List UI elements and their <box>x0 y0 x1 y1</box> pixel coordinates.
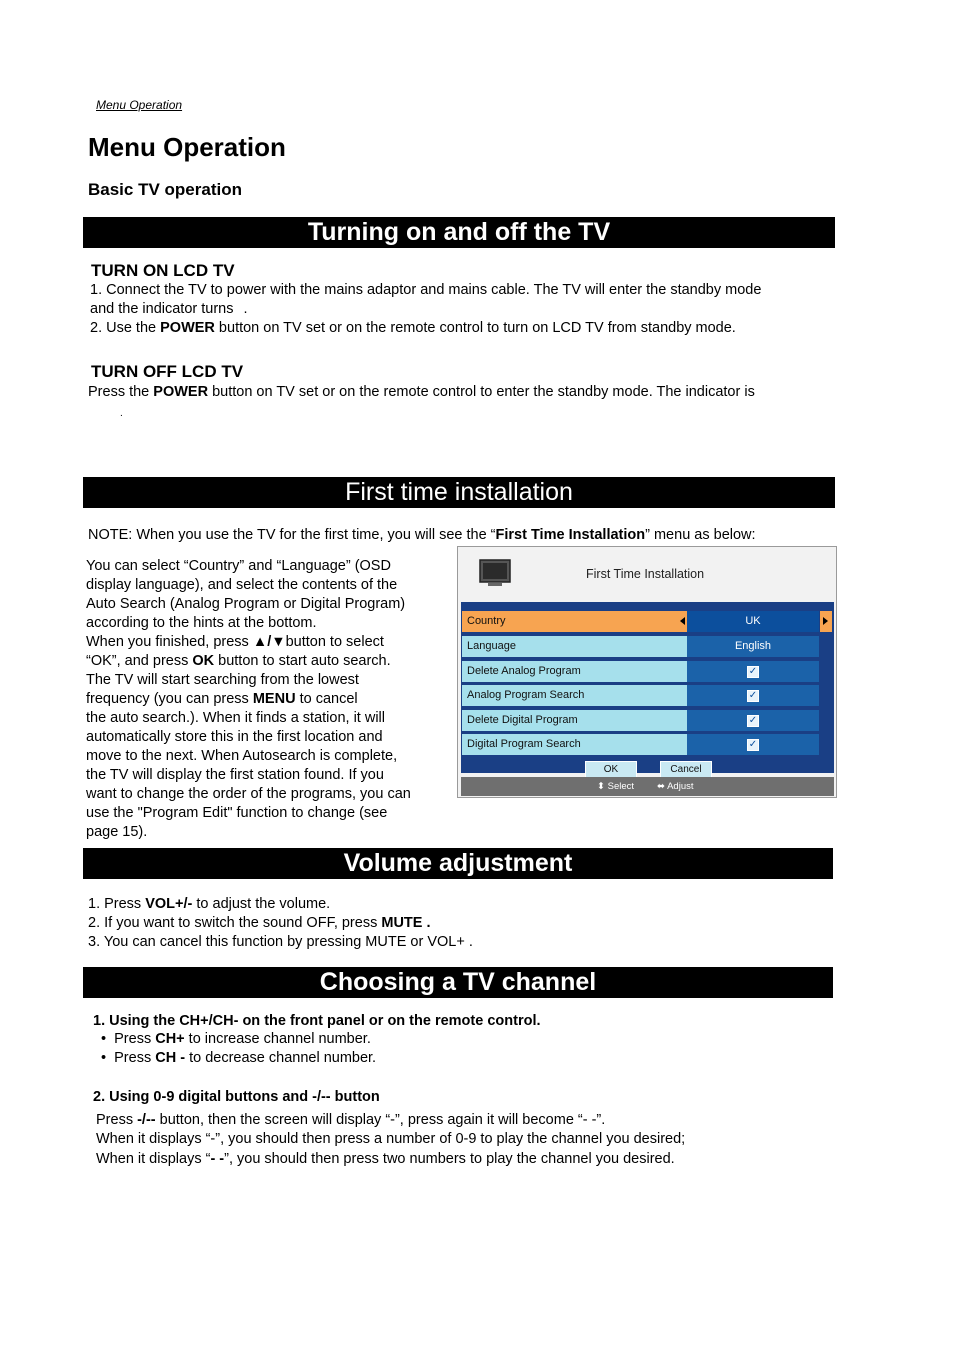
ok-button[interactable]: OK <box>585 761 637 778</box>
section-bar-install: First time installation <box>83 477 835 508</box>
page-title: Menu Operation <box>88 132 286 162</box>
osd-row-country[interactable] <box>461 611 834 632</box>
osd-row-value[interactable] <box>687 710 819 731</box>
osd-row-label: Delete Digital Program <box>462 710 687 731</box>
osd-row-value[interactable] <box>687 734 819 755</box>
osd-row-label: Language <box>462 636 687 657</box>
osd-hint-bar <box>461 777 834 796</box>
turn-off-line-1: Press the POWER button on TV set or on the remote control to enter the standby mode. The indicator is <box>88 384 755 400</box>
running-header: Menu Operation <box>96 98 183 112</box>
osd-row-delete-digital[interactable] <box>461 710 834 731</box>
turn-on-line-3: 2. Use the POWER button on TV set or on the remote control to turn on LCD TV from standby mode. <box>90 320 736 336</box>
osd-row-label: Country <box>462 611 687 632</box>
up-down-arrows-icon: ⬍ <box>597 781 605 792</box>
left-arrow-icon[interactable] <box>680 617 685 625</box>
section-bar-volume: Volume adjustment <box>83 848 833 879</box>
channel-heading-2: 2. Using 0-9 digital buttons and -/-- button <box>93 1089 380 1105</box>
osd-row-value[interactable] <box>687 685 819 706</box>
checkbox-checked-icon[interactable]: ✓ <box>748 666 758 677</box>
turn-off-line-2: . <box>120 408 123 419</box>
channel-bullet-2: • Press CH - to decrease channel number. <box>101 1050 377 1066</box>
osd-header <box>458 547 836 601</box>
checkbox-checked-icon[interactable]: ✓ <box>748 690 758 701</box>
osd-row-value[interactable] <box>687 661 819 682</box>
osd-row-value[interactable]: UK <box>687 611 819 632</box>
section-bar-turning: Turning on and off the TV <box>83 217 835 248</box>
checkbox-checked-icon[interactable]: ✓ <box>748 739 758 750</box>
right-arrow-icon[interactable] <box>820 611 832 632</box>
checkbox-checked-icon[interactable]: ✓ <box>748 715 758 726</box>
turn-on-line-1: 1. Connect the TV to power with the mains adaptor and mains cable. The TV will enter the standby mode <box>90 282 762 298</box>
first-time-installation-menu <box>457 546 837 798</box>
turn-off-heading: TURN OFF LCD TV <box>91 362 244 381</box>
volume-line-3: 3. You can cancel this function by pressing MUTE or VOL+ . <box>88 934 473 950</box>
section-bar-channel: Choosing a TV channel <box>83 967 833 998</box>
channel-bullet-1: • Press CH+ to increase channel number. <box>101 1031 371 1047</box>
install-note: NOTE: When you use the TV for the first time, you will see the “First Time Installation” menu as below: <box>88 527 756 543</box>
volume-line-1: 1. Press VOL+/- to adjust the volume. <box>88 896 331 912</box>
osd-row-value[interactable]: English <box>687 636 819 657</box>
tv-icon <box>478 558 512 588</box>
hint-select: ⬍ Select <box>597 781 635 792</box>
page-subtitle: Basic TV operation <box>88 180 242 199</box>
osd-body <box>461 602 834 773</box>
volume-line-2: 2. If you want to switch the sound OFF, press MUTE . <box>88 915 431 931</box>
osd-title: First Time Installation <box>586 567 705 581</box>
osd-row-label: Delete Analog Program <box>462 661 687 682</box>
osd-row-label: Digital Program Search <box>462 734 687 755</box>
osd-row-language[interactable] <box>461 636 834 657</box>
osd-row-analog-search[interactable] <box>461 685 834 706</box>
osd-row-digital-search[interactable] <box>461 734 834 755</box>
hint-adjust: ⬌ Adjust <box>657 781 694 792</box>
channel-para-1: Press -/-- button, then the screen will display “-”, press again it will become “- -”. <box>96 1112 606 1128</box>
channel-para-2: When it displays “-”, you should then press a number of 0-9 to play the channel you desired; <box>96 1131 686 1147</box>
left-right-arrows-icon: ⬌ <box>657 781 665 792</box>
install-description: You can select “Country” and “Language” (OSD display language), and select the contents of the Auto Search (Analog Program or Digital Program) according to the hints at the bottom. When you finished, press ▲/▼button to select “OK”, and press OK button to start auto search. The TV will start searching from the lowest frequency (you can press MENU to cancel the auto search.). When it finds a station, it will automatically store this in the first location and move to the next. When Autosearch is complete, the TV will display the first station found. If you want to change the order of the programs, you can use the "Program Edit" function to change (see page 15). <box>86 558 411 840</box>
osd-row-delete-analog[interactable] <box>461 661 834 682</box>
cancel-button[interactable]: Cancel <box>660 761 712 778</box>
channel-para-3: When it displays “- -”, you should then press two numbers to play the channel you desired. <box>96 1151 675 1167</box>
channel-heading-1: 1. Using the CH+/CH- on the front panel or on the remote control. <box>93 1013 541 1029</box>
turn-on-heading: TURN ON LCD TV <box>91 261 235 280</box>
turn-on-line-2: and the indicator turns . <box>90 301 248 317</box>
osd-row-label: Analog Program Search <box>462 685 687 706</box>
